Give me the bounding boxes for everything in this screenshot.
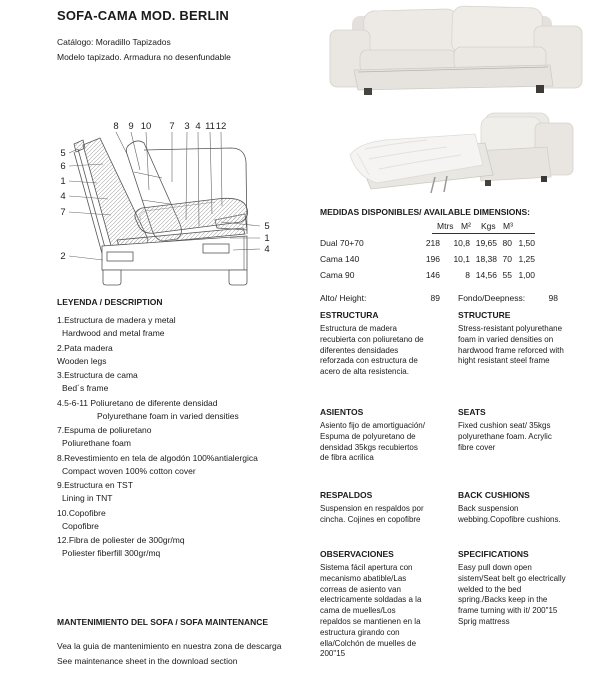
row-mtrs: 8 xyxy=(465,270,470,280)
row-kgs: 80 xyxy=(502,238,512,248)
legend-en: Compact woven 100% cotton cover xyxy=(62,465,196,476)
col-header-m2: M² xyxy=(461,221,471,231)
fondo-value: 98 xyxy=(548,293,558,303)
row-m2: 18,38 xyxy=(475,254,497,264)
section-body-es: Suspension en respaldos por cincha. Cojines en copofibre xyxy=(320,504,424,524)
alto-value: 89 xyxy=(430,293,440,303)
legend-es: 8.Revestimiento en tela de algodón 100%antialergica xyxy=(57,452,258,463)
section-body-en: Fixed cushion seat/ 35kgs polyurethane foam. Acrylic fibre cover xyxy=(458,421,552,452)
legend-item xyxy=(57,507,319,533)
legend-item xyxy=(57,534,319,560)
section-title-en: BACK CUSHIONS xyxy=(458,490,530,500)
drawing-callout-right-5: 5 xyxy=(264,221,270,232)
row-width: 196 xyxy=(425,254,440,264)
legend-en: Poliester fiberfill 300gr/mq xyxy=(62,548,161,558)
technical-drawing xyxy=(45,112,305,292)
row-m3: 1,00 xyxy=(518,270,535,280)
row-kgs: 55 xyxy=(502,270,512,280)
legend-item xyxy=(57,452,319,478)
col-header-kgs: Kgs xyxy=(481,221,496,231)
section-title-es: RESPALDOS xyxy=(320,490,373,500)
drawing-callout-left-4: 4 xyxy=(60,191,66,202)
drawing-callout-right-1: 1 xyxy=(264,233,270,244)
row-m2: 14,56 xyxy=(475,270,497,280)
legend-es: 1.Estructura de madera y metal xyxy=(57,315,176,325)
drawing-callout-top-7: 7 xyxy=(169,121,175,132)
legend-item xyxy=(57,342,319,368)
legend-en: Bed´s frame xyxy=(62,383,109,393)
legend-en: Hardwood and metal frame xyxy=(62,328,165,338)
table-header-rule xyxy=(432,233,535,234)
model-line: Modelo tapizado. Armadura no desenfundable xyxy=(57,52,231,62)
maintenance-block xyxy=(57,617,357,669)
maintenance-heading: MANTENIMIENTO DEL SOFA / SOFA MAINTENANCE xyxy=(57,617,269,627)
drawing-callout-right-4: 4 xyxy=(264,244,270,255)
section-body-en: Easy pull down open sistem/Seat belt go electrically welded to the bed spring./Backs keep in the frame turning with it/ 200"15 Sprig mattress xyxy=(458,563,566,626)
section-body-en: Back suspension webbing.Copofibre cushions. xyxy=(458,504,561,524)
row-name: Cama 140 xyxy=(320,254,360,264)
section-title-es: ESTRUCTURA xyxy=(320,310,379,320)
legend-es: 10.Copofibre xyxy=(57,507,106,518)
legend-es: 9.Estructura en TST xyxy=(57,480,133,490)
maintenance-line-en: See maintenance sheet in the download section xyxy=(57,656,238,666)
section-respaldos xyxy=(320,490,603,526)
section-title-es: OBSERVACIONES xyxy=(320,549,394,559)
row-mtrs: 10,1 xyxy=(453,254,470,264)
section-body-es: Asiento fijo de amortiguación/ Espuma de polyuretano de densidad 35kgs recubiertos de fibra acrilica xyxy=(320,421,425,463)
row-m3: 1,50 xyxy=(518,238,535,248)
row-m2: 19,65 xyxy=(475,238,497,248)
alto-label: Alto/ Height: xyxy=(320,293,367,303)
drawing-callout-top-11: 11 xyxy=(205,121,215,132)
legend-en: Lining in TNT xyxy=(62,493,113,503)
legend-block xyxy=(57,296,319,562)
section-asientos xyxy=(320,407,603,464)
catalog-line: Catálogo: Moradillo Tapizados xyxy=(57,37,171,47)
section-title-es: ASIENTOS xyxy=(320,407,364,417)
section-body-en: Stress-resistant polyurethane foam in varied densities on hardwood frame reforced with hight resistant steel frame xyxy=(458,324,564,366)
legend-item xyxy=(57,479,319,505)
section-estructura xyxy=(320,310,603,378)
legend-item xyxy=(57,314,319,340)
section-title-en: SPECIFICATIONS xyxy=(458,549,529,559)
row-mtrs: 10,8 xyxy=(453,238,470,248)
legend-en: Wooden legs xyxy=(57,355,107,366)
section-body-es: Sistema fácil apertura con mecanismo abatible/Las correas de asiento van electricamente soldadas a la cama de muelles/Los repaldos se mantienen en la estructura girando con ella/Colchón de muelles de 200"15 xyxy=(320,563,422,659)
drawing-callout-left-6: 6 xyxy=(60,161,66,172)
row-width: 218 xyxy=(425,238,440,248)
drawing-callout-top-3: 3 xyxy=(184,121,190,132)
section-body-es: Estructura de madera recubierta con poliuretano de diferentes densidades reforzada con estructura de acero de alta resistencia. xyxy=(320,324,424,377)
drawing-callout-top-9: 9 xyxy=(128,121,134,132)
legend-heading: LEYENDA / DESCRIPTION xyxy=(57,297,163,307)
fondo-label: Fondo/Deepness: xyxy=(458,293,526,303)
legend-es: 4.5-6-11 Poliuretano de diferente densidad xyxy=(57,397,218,408)
photo-open-sofa-bed xyxy=(335,103,593,195)
row-width: 146 xyxy=(425,270,440,280)
section-title-en: STRUCTURE xyxy=(458,310,511,320)
dimensions-heading: MEDIDAS DISPONIBLES/ AVAILABLE DIMENSIONS: xyxy=(320,207,530,217)
drawing-callout-top-4: 4 xyxy=(195,121,201,132)
col-header-m3: M³ xyxy=(503,221,513,231)
drawing-callout-top-12: 12 xyxy=(215,121,227,132)
legend-item xyxy=(57,369,319,395)
legend-es: 7.Espuma de poliuretano xyxy=(57,425,152,435)
legend-es: 2.Pata madera xyxy=(57,342,113,353)
section-title-en: SEATS xyxy=(458,407,486,417)
photo-closed-sofa xyxy=(312,2,602,98)
legend-en: Polyurethane foam in varied densities xyxy=(97,410,239,421)
drawing-callout-left-2: 2 xyxy=(60,251,66,262)
maintenance-line-es: Vea la guia de mantenimiento en nuestra zona de descarga xyxy=(57,641,282,651)
legend-es: 12.Fibra de poliester de 300gr/mq xyxy=(57,535,185,545)
drawing-callout-top-8: 8 xyxy=(113,121,119,132)
page-title: SOFA-CAMA MOD. BERLIN xyxy=(57,8,229,23)
legend-en: Copofibre xyxy=(62,520,99,531)
legend-item xyxy=(57,424,319,450)
drawing-callout-left-7: 7 xyxy=(60,207,66,218)
legend-en: Poliurethane foam xyxy=(62,438,131,448)
drawing-callout-top-10: 10 xyxy=(140,121,152,132)
row-name: Dual 70+70 xyxy=(320,238,364,248)
drawing-callout-left-1: 1 xyxy=(60,176,66,187)
row-kgs: 70 xyxy=(502,254,512,264)
legend-es: 3.Estructura de cama xyxy=(57,370,138,380)
legend-item xyxy=(57,397,319,423)
drawing-callout-left-5: 5 xyxy=(60,148,66,159)
section-observaciones xyxy=(320,549,603,660)
row-m3: 1,25 xyxy=(518,254,535,264)
row-name: Cama 90 xyxy=(320,270,355,280)
col-header-mtrs: Mtrs xyxy=(437,221,454,231)
